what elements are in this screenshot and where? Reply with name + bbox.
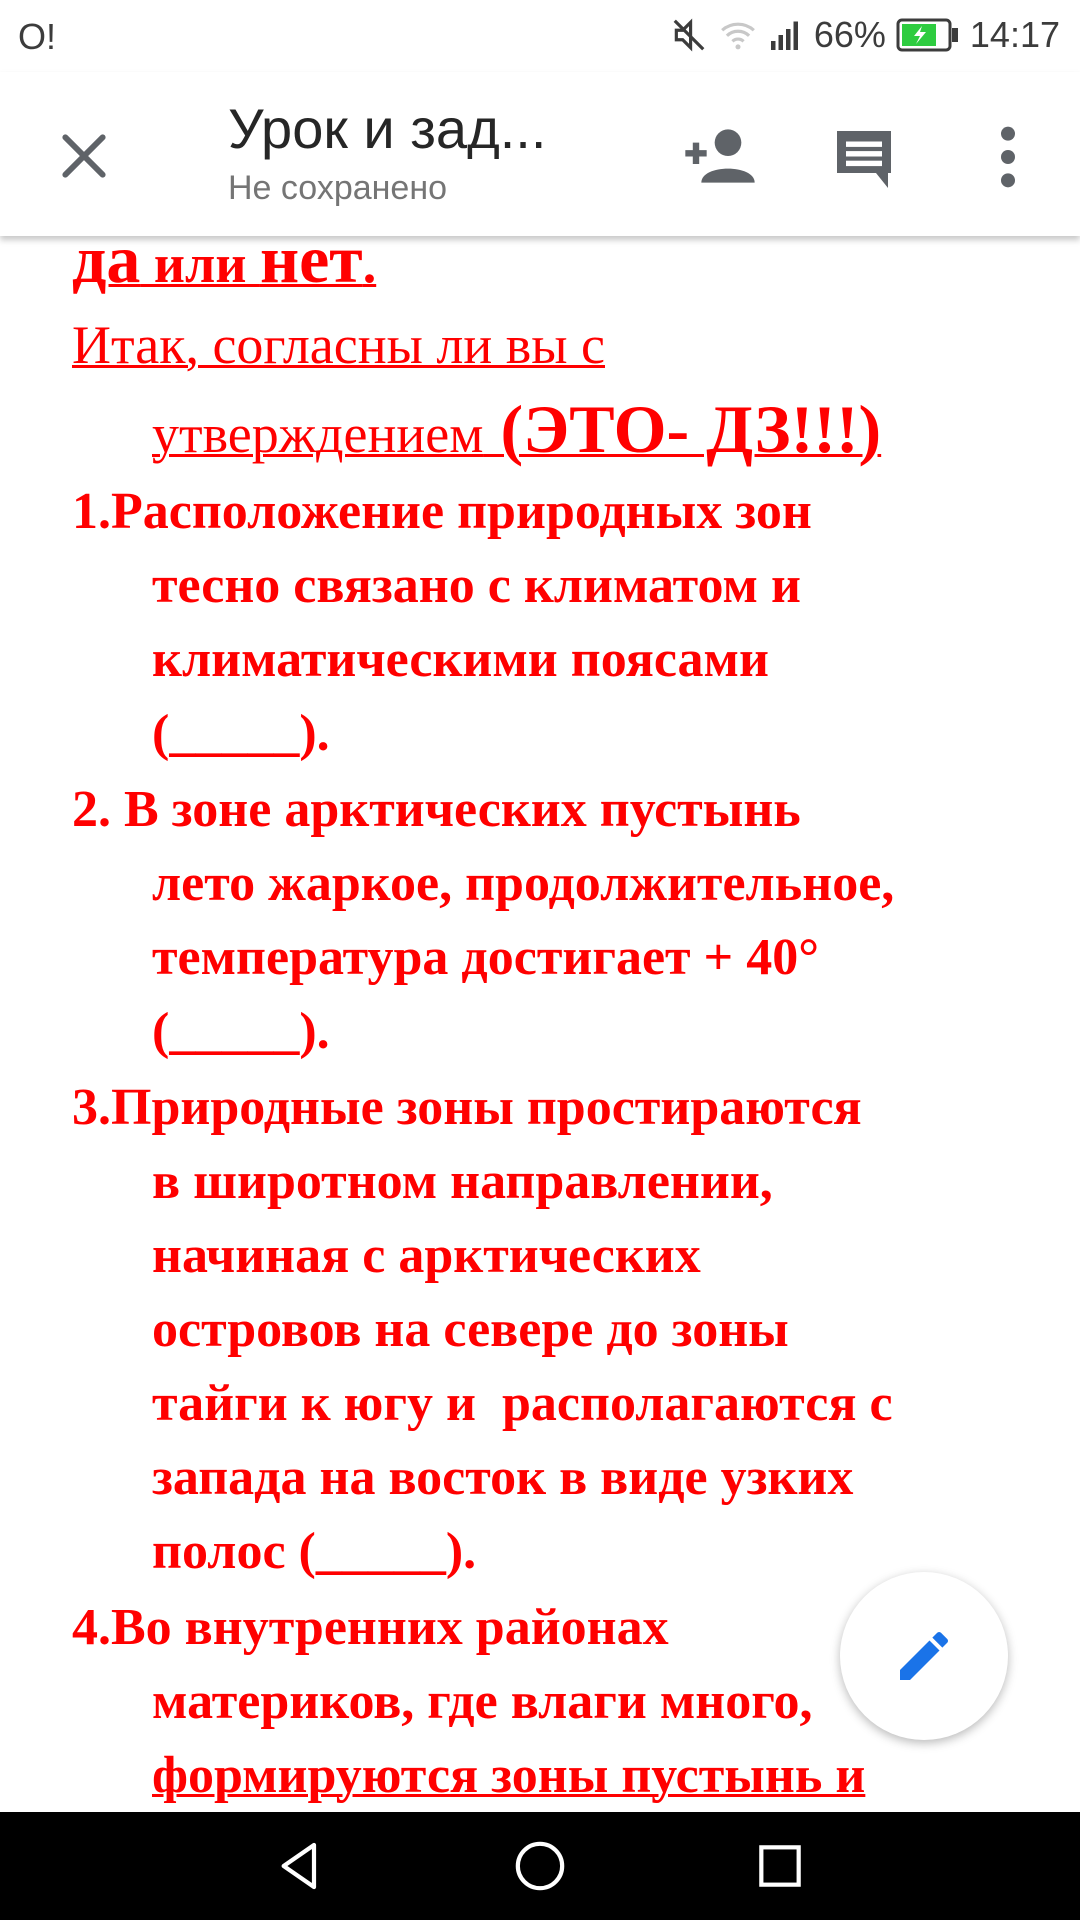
answer-or: или: [140, 236, 260, 294]
signal-icon: [768, 17, 804, 53]
status-icons: [670, 14, 1060, 56]
answer-no: нет: [259, 236, 363, 297]
system-nav-bar: [0, 1812, 1080, 1920]
answer-dot: .: [362, 236, 377, 294]
document-title-area[interactable]: [228, 94, 546, 210]
item4-line-1: 4.Во внутренних районах: [72, 1599, 669, 1656]
item3-line-5: тайги к югу и располагаются с: [152, 1375, 893, 1432]
item2-line-2: лето жаркое, продолжительное,: [152, 855, 895, 912]
save-status: Не сохранено: [228, 169, 448, 207]
doc-intro-word: утверждением: [152, 404, 484, 464]
homework-marker: (ЭТО- ДЗ!!!): [483, 391, 882, 467]
mute-icon: [670, 16, 708, 54]
nav-home-button[interactable]: [512, 1838, 568, 1894]
edit-pencil-icon: [892, 1624, 956, 1688]
home-icon: [512, 1838, 568, 1894]
doc-line-answer-options: [72, 236, 376, 299]
item3-line-3: начиная с арктических: [152, 1227, 701, 1284]
battery-icon: [896, 18, 960, 52]
close-button[interactable]: [52, 124, 116, 188]
document-title: Урок и зад...: [228, 97, 547, 160]
status-notification-text: O!: [18, 16, 57, 57]
item2-line-3: температура достигает + 40°: [152, 929, 819, 986]
more-vert-icon: [990, 122, 1026, 192]
doc-intro-line-2: [152, 390, 881, 469]
edit-fab-button[interactable]: [840, 1572, 1008, 1740]
item3-line-1: 3.Природные зоны простираются: [72, 1079, 862, 1136]
app-bar: [0, 72, 1080, 236]
item1-line-1: 1.Расположение природных зон: [72, 483, 812, 540]
item1-line-3: климатическими поясами: [152, 631, 769, 688]
comments-button[interactable]: [828, 122, 900, 194]
more-options-button[interactable]: [990, 122, 1026, 192]
recents-icon: [752, 1838, 808, 1894]
item1-line-4: (_____).: [152, 705, 330, 762]
item4-line-2: материков, где влаги много,: [152, 1673, 813, 1730]
item3-line-6: запада на восток в виде узких: [152, 1449, 854, 1506]
item3-line-2: в широтном направлении,: [152, 1153, 773, 1210]
status-time: 14:17: [969, 14, 1060, 55]
item2-line-4: (_____).: [152, 1003, 330, 1060]
item2-line-1: 2. В зоне арктических пустынь: [72, 781, 801, 838]
wifi-icon: [718, 16, 758, 54]
share-button[interactable]: [680, 124, 760, 188]
item3-line-4: островов на севере до зоны: [152, 1301, 789, 1358]
battery-percent: 66%: [813, 14, 886, 55]
answer-yes: да: [72, 236, 141, 297]
close-icon: [52, 124, 116, 188]
comment-icon: [828, 122, 900, 194]
doc-intro-line-1: Итак, согласны ли вы с: [72, 315, 605, 375]
item4-line-3: формируются зоны пустынь и: [152, 1747, 866, 1804]
nav-recents-button[interactable]: [752, 1838, 808, 1894]
back-icon: [272, 1838, 328, 1894]
nav-back-button[interactable]: [272, 1838, 328, 1894]
item3-line-7: полос (_____).: [152, 1523, 477, 1580]
status-bar: [0, 0, 1080, 72]
add-person-icon: [680, 124, 760, 188]
item1-line-2: тесно связано с климатом и: [152, 557, 801, 614]
